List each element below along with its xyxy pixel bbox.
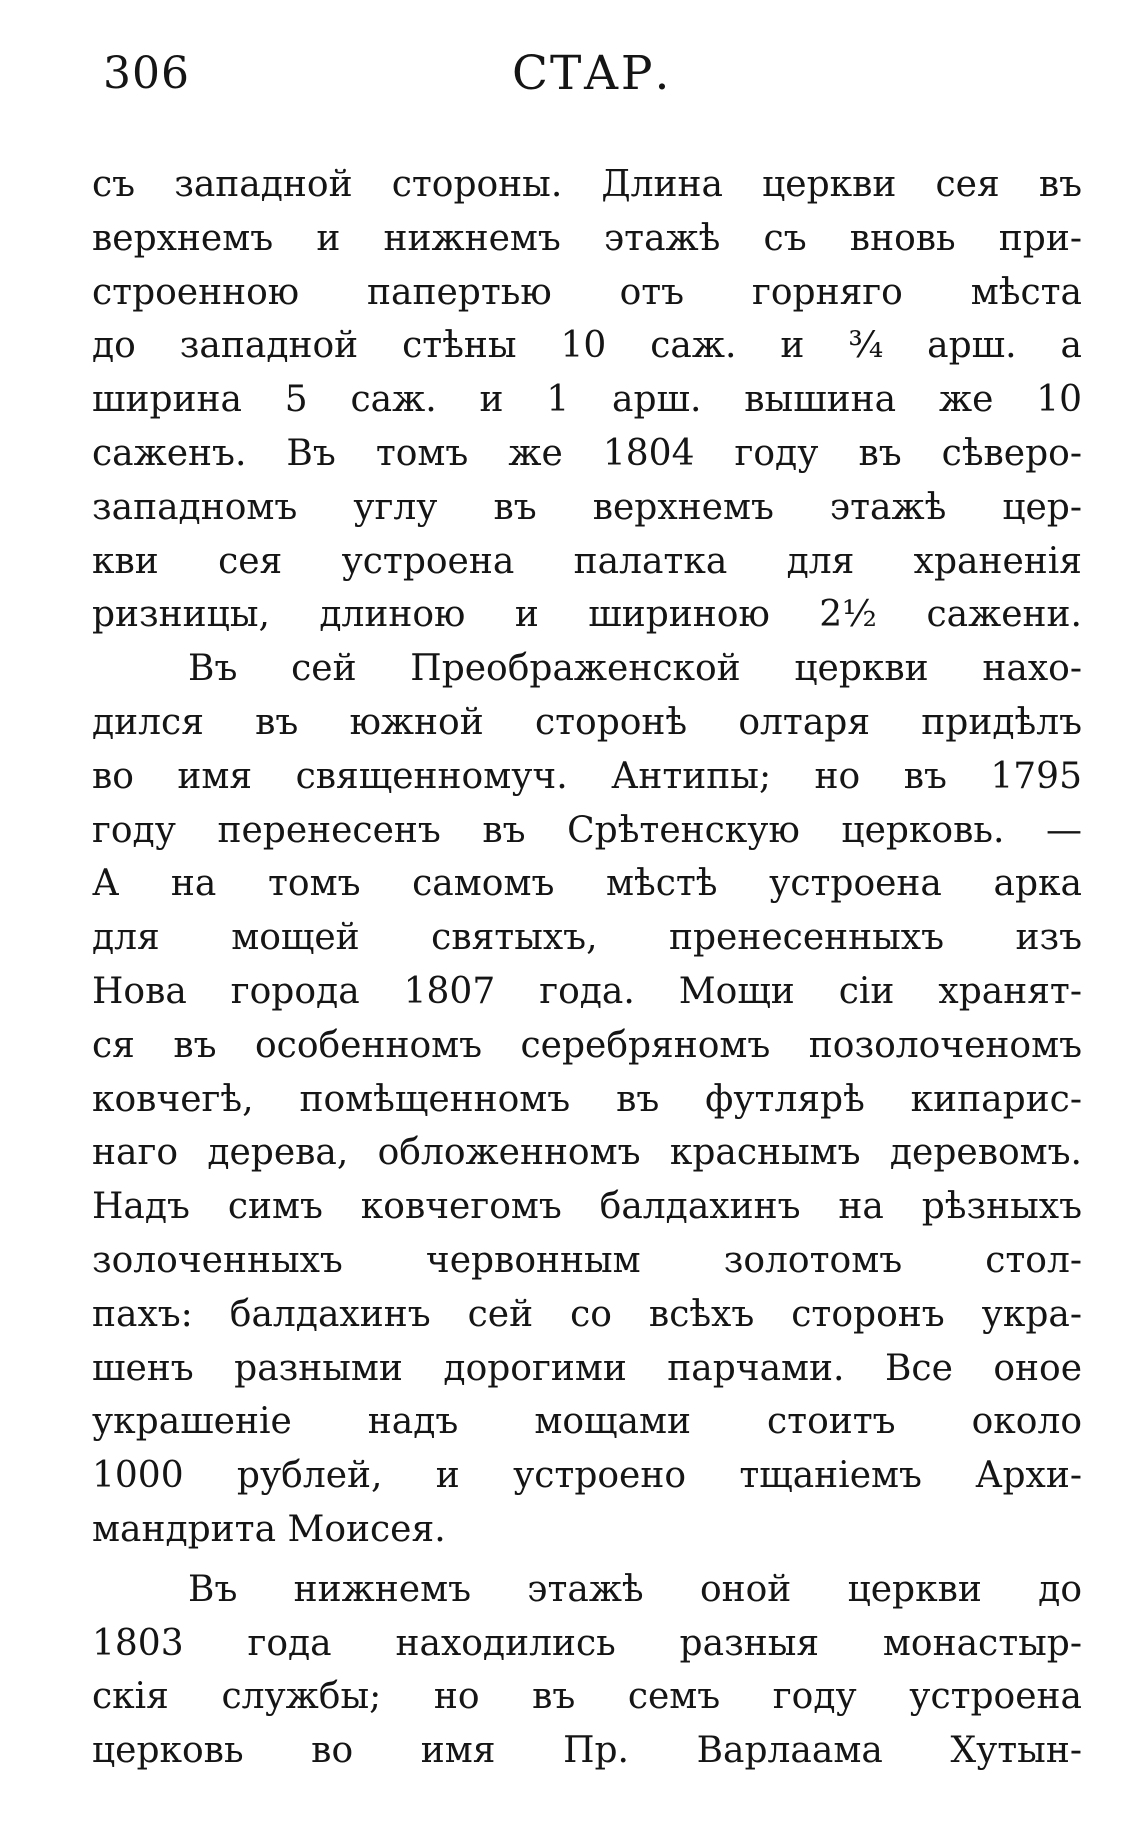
text-line: во имя священномуч. Антипы; но въ 1795 bbox=[92, 755, 1082, 797]
text-line: саженъ. Въ томъ же 1804 году въ сѣверо- bbox=[92, 432, 1082, 474]
body-text bbox=[92, 158, 1082, 1778]
text-line: наго дерева, обложенномъ краснымъ деревомъ. bbox=[92, 1132, 1082, 1174]
text-line: ширина 5 саж. и 1 арш. вышина же 10 bbox=[92, 379, 1082, 421]
text-line: для мощей святыхъ, пренесенныхъ изъ bbox=[92, 917, 1082, 959]
text-line: съ западной стороны. Длина церкви сея въ bbox=[92, 164, 1082, 205]
text-line: верхнемъ и нижнемъ этажѣ съ вновь при- bbox=[92, 217, 1082, 259]
paragraph-3 bbox=[92, 1563, 1082, 1778]
text-line: Въ нижнемъ этажѣ оной церкви до bbox=[188, 1568, 1082, 1610]
text-line: скія службы; но въ семъ году устроена bbox=[92, 1676, 1082, 1718]
page-number: 306 bbox=[103, 48, 190, 99]
text-line: Нова города 1807 года. Мощи сіи хранят- bbox=[92, 970, 1082, 1012]
text-line: золоченныхъ червонным золотомъ стол- bbox=[92, 1239, 1082, 1281]
text-line: А на томъ самомъ мѣстѣ устроена арка bbox=[92, 863, 1082, 905]
text-line: шенъ разными дорогими парчами. Все оное bbox=[92, 1347, 1082, 1389]
paragraph-1 bbox=[92, 158, 1082, 642]
running-head: СТАР. bbox=[512, 46, 672, 101]
text-line: ся въ особенномъ серебряномъ позолоченомъ bbox=[92, 1024, 1082, 1066]
paragraph-2 bbox=[92, 642, 1082, 1557]
text-line: дился въ южной сторонѣ олтаря придѣлъ bbox=[92, 701, 1082, 743]
text-line: до западной стѣны 10 саж. и ¾ арш. а bbox=[92, 325, 1082, 367]
text-line: 1803 года находились разныя монастыр- bbox=[92, 1622, 1082, 1664]
text-line: мандрита Моисея. bbox=[92, 1508, 446, 1550]
text-line: кви сея устроена палатка для храненія bbox=[92, 540, 1082, 582]
text-line: строенною папертью отъ горняго мѣста bbox=[92, 271, 1082, 313]
text-line: западномъ углу въ верхнемъ этажѣ цер- bbox=[92, 486, 1082, 528]
text-line: 1000 рублей, и устроено тщаніемъ Архи- bbox=[92, 1455, 1082, 1497]
text-line: ризницы, длиною и шириною 2½ сажени. bbox=[92, 594, 1082, 636]
text-line: украшеніе надъ мощами стоитъ около bbox=[92, 1401, 1082, 1443]
text-line: Въ сей Преображенской церкви нахо- bbox=[188, 648, 1082, 690]
text-line: церковь во имя Пр. Варлаама Хутын- bbox=[92, 1730, 1082, 1772]
text-line: году перенесенъ въ Срѣтенскую церковь. — bbox=[92, 809, 1082, 851]
text-line: Надъ симъ ковчегомъ балдахинъ на рѣзныхъ bbox=[92, 1186, 1082, 1228]
text-line: ковчегѣ, помѣщенномъ въ футлярѣ кипарис- bbox=[92, 1078, 1082, 1120]
text-line: пахъ: балдахинъ сей со всѣхъ сторонъ укра- bbox=[92, 1293, 1082, 1335]
